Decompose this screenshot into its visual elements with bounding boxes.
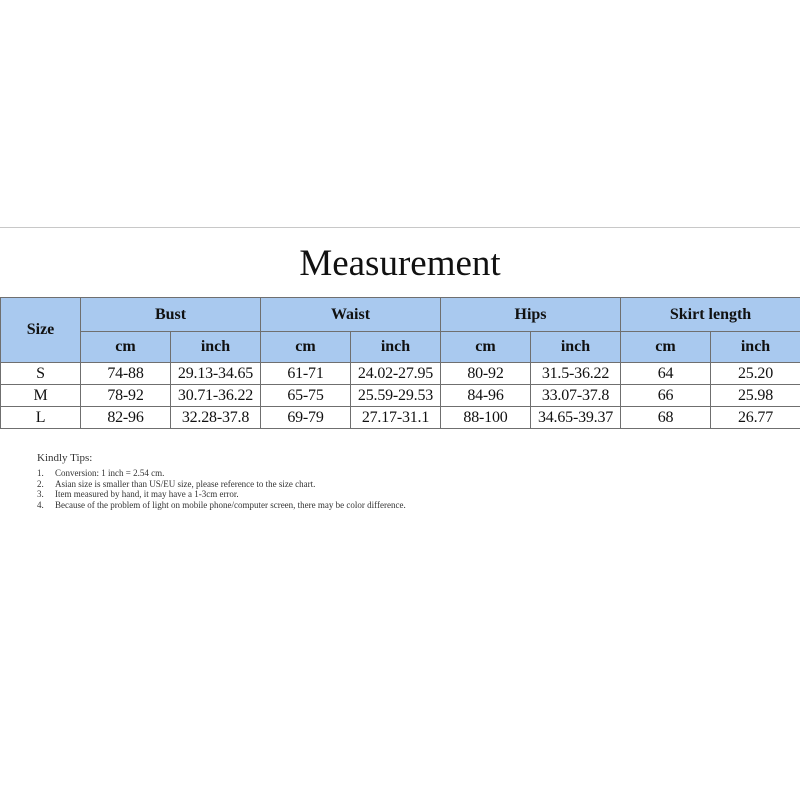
table-cell: 82-96 — [81, 407, 171, 429]
table-cell: 25.20 — [711, 363, 800, 385]
unit-header: inch — [351, 332, 441, 363]
table-cell: 61-71 — [261, 363, 351, 385]
list-item — [37, 468, 497, 479]
table-cell: 31.5-36.22 — [531, 363, 621, 385]
list-item — [37, 479, 497, 490]
tip-text: Item measured by hand, it may have a 1-3cm error. — [55, 489, 239, 499]
unit-header: cm — [81, 332, 171, 363]
unit-header: inch — [531, 332, 621, 363]
tips-list — [37, 468, 497, 510]
table-row — [1, 385, 800, 407]
size-chart-table — [0, 297, 800, 429]
unit-header: inch — [711, 332, 800, 363]
kindly-tips — [37, 451, 497, 510]
group-header-skirt-length: Skirt length — [621, 298, 800, 332]
unit-header: cm — [441, 332, 531, 363]
tip-number: 1. — [37, 468, 44, 478]
table-cell: 33.07-37.8 — [531, 385, 621, 407]
size-label-cell: L — [1, 407, 81, 429]
tips-heading: Kindly Tips: — [37, 452, 93, 464]
group-header-waist: Waist — [261, 298, 441, 332]
table-cell: 25.59-29.53 — [351, 385, 441, 407]
table-cell: 66 — [621, 385, 711, 407]
tip-number: 4. — [37, 499, 44, 510]
group-header-hips: Hips — [441, 298, 621, 332]
table-cell: 65-75 — [261, 385, 351, 407]
list-item — [37, 500, 497, 511]
table-cell: 78-92 — [81, 385, 171, 407]
table-cell: 25.98 — [711, 385, 800, 407]
table-cell: 24.02-27.95 — [351, 363, 441, 385]
table-cell: 64 — [621, 363, 711, 385]
table-row — [1, 363, 800, 385]
list-item — [37, 489, 497, 500]
table-cell: 84-96 — [441, 385, 531, 407]
top-divider — [0, 227, 800, 228]
tip-number: 3. — [37, 489, 44, 499]
table-cell: 80-92 — [441, 363, 531, 385]
size-label-cell: S — [1, 363, 81, 385]
table-cell: 29.13-34.65 — [171, 363, 261, 385]
table-cell: 74-88 — [81, 363, 171, 385]
tip-text: Because of the problem of light on mobile phone/computer screen, there may be color difference. — [55, 499, 406, 510]
unit-header: cm — [261, 332, 351, 363]
table-cell: 69-79 — [261, 407, 351, 429]
size-column-header: Size — [1, 298, 81, 363]
size-label-cell: M — [1, 385, 81, 407]
header-group-row — [1, 298, 800, 332]
header-unit-row — [1, 332, 800, 363]
table-cell: 32.28-37.8 — [171, 407, 261, 429]
page-title: Measurement — [299, 243, 501, 284]
table-row — [1, 407, 800, 429]
unit-header: cm — [621, 332, 711, 363]
table-cell: 34.65-39.37 — [531, 407, 621, 429]
tip-number: 2. — [37, 478, 44, 489]
table-cell: 88-100 — [441, 407, 531, 429]
table-cell: 26.77 — [711, 407, 800, 429]
group-header-bust: Bust — [81, 298, 261, 332]
unit-header: inch — [171, 332, 261, 363]
tip-text: Asian size is smaller than US/EU size, please reference to the size chart. — [55, 478, 316, 489]
table-cell: 30.71-36.22 — [171, 385, 261, 407]
table-cell: 27.17-31.1 — [351, 407, 441, 429]
tip-text: Conversion: 1 inch = 2.54 cm. — [55, 468, 165, 478]
table-cell: 68 — [621, 407, 711, 429]
